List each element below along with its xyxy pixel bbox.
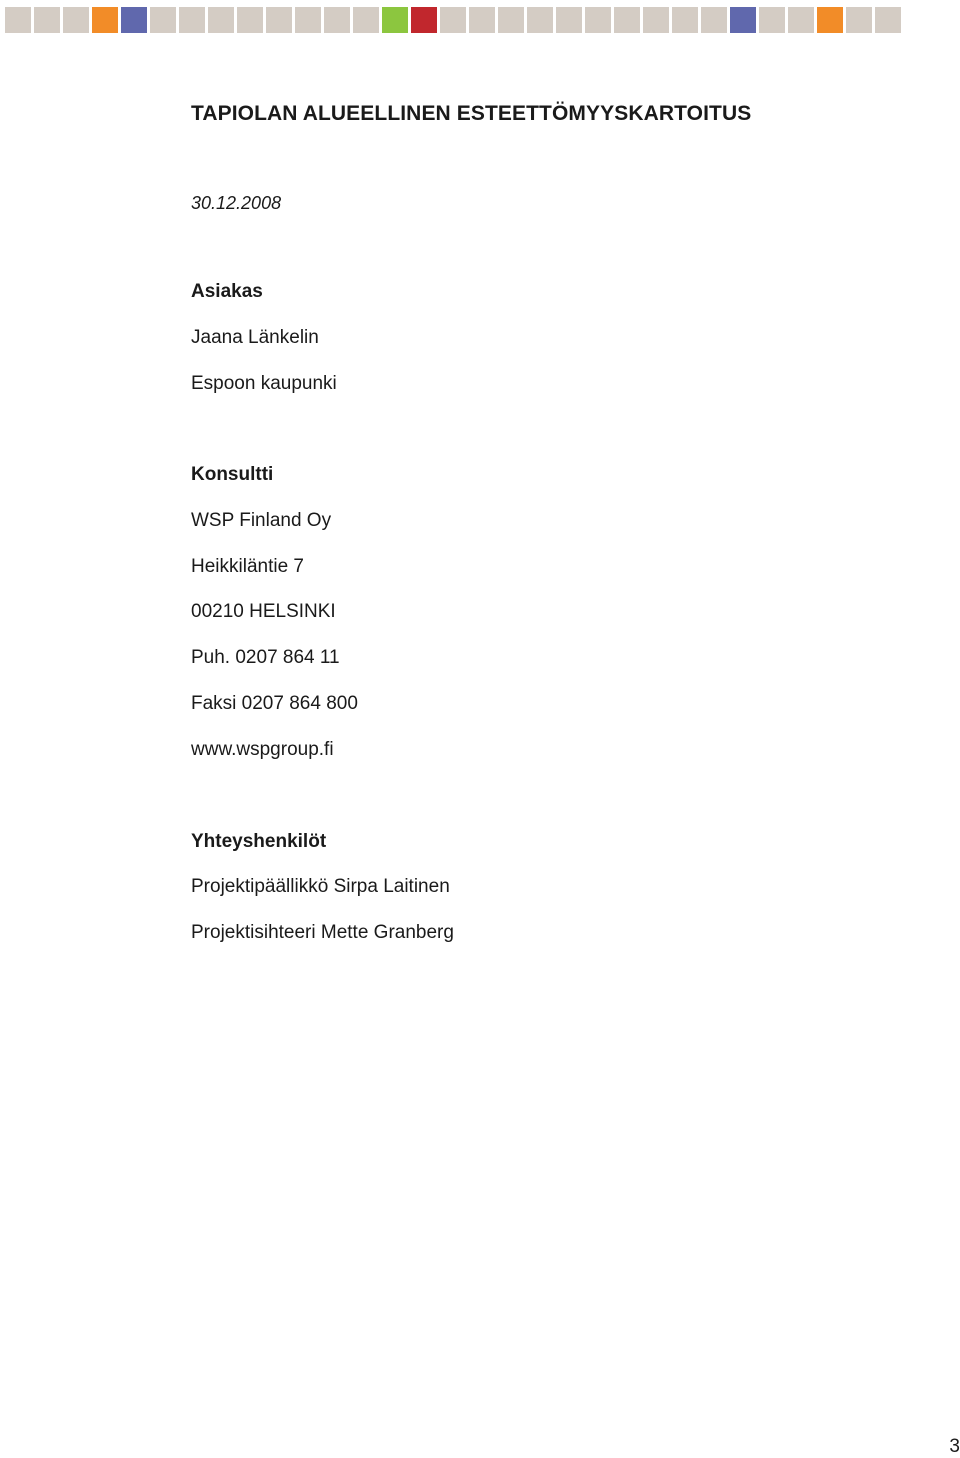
- color-strip-square: [759, 7, 785, 33]
- document-date: 30.12.2008: [191, 193, 282, 213]
- color-strip-square: [353, 7, 379, 33]
- color-strip-square: [92, 7, 118, 33]
- color-strip-square: [382, 7, 408, 33]
- color-strip-square: [875, 7, 901, 33]
- color-strip-square: [469, 7, 495, 33]
- color-strip-square: [643, 7, 669, 33]
- color-strip-square: [208, 7, 234, 33]
- color-strip-square: [585, 7, 611, 33]
- color-strip-square: [701, 7, 727, 33]
- color-strip-square: [527, 7, 553, 33]
- contacts-heading: Yhteyshenkilöt: [191, 831, 327, 852]
- page-number: 3: [949, 1436, 960, 1457]
- client-organization: Espoon kaupunki: [191, 373, 337, 394]
- contact-project-manager: Projektipäällikkö Sirpa Laitinen: [191, 876, 450, 897]
- document-title: TAPIOLAN ALUEELLINEN ESTEETTÖMYYSKARTOITUS: [191, 102, 752, 125]
- color-strip-square: [817, 7, 843, 33]
- color-strip-square: [34, 7, 60, 33]
- consultant-phone: Puh. 0207 864 11: [191, 647, 340, 668]
- header-color-strip: [5, 7, 905, 33]
- consultant-website: www.wspgroup.fi: [191, 739, 334, 760]
- consultant-company: WSP Finland Oy: [191, 510, 332, 531]
- color-strip-square: [672, 7, 698, 33]
- color-strip-square: [295, 7, 321, 33]
- consultant-city: 00210 HELSINKI: [191, 601, 336, 622]
- color-strip-square: [121, 7, 147, 33]
- color-strip-square: [788, 7, 814, 33]
- client-heading: Asiakas: [191, 281, 263, 302]
- color-strip-square: [179, 7, 205, 33]
- consultant-street: Heikkiläntie 7: [191, 556, 304, 577]
- color-strip-square: [614, 7, 640, 33]
- consultant-heading: Konsultti: [191, 464, 274, 485]
- color-strip-square: [411, 7, 437, 33]
- color-strip-square: [266, 7, 292, 33]
- color-strip-square: [324, 7, 350, 33]
- color-strip-square: [556, 7, 582, 33]
- color-strip-square: [498, 7, 524, 33]
- color-strip-square: [730, 7, 756, 33]
- color-strip-square: [846, 7, 872, 33]
- color-strip-square: [440, 7, 466, 33]
- contact-project-secretary: Projektisihteeri Mette Granberg: [191, 922, 454, 943]
- color-strip-square: [237, 7, 263, 33]
- consultant-fax: Faksi 0207 864 800: [191, 693, 358, 714]
- color-strip-square: [150, 7, 176, 33]
- color-strip-square: [5, 7, 31, 33]
- client-name: Jaana Länkelin: [191, 327, 319, 348]
- color-strip-square: [63, 7, 89, 33]
